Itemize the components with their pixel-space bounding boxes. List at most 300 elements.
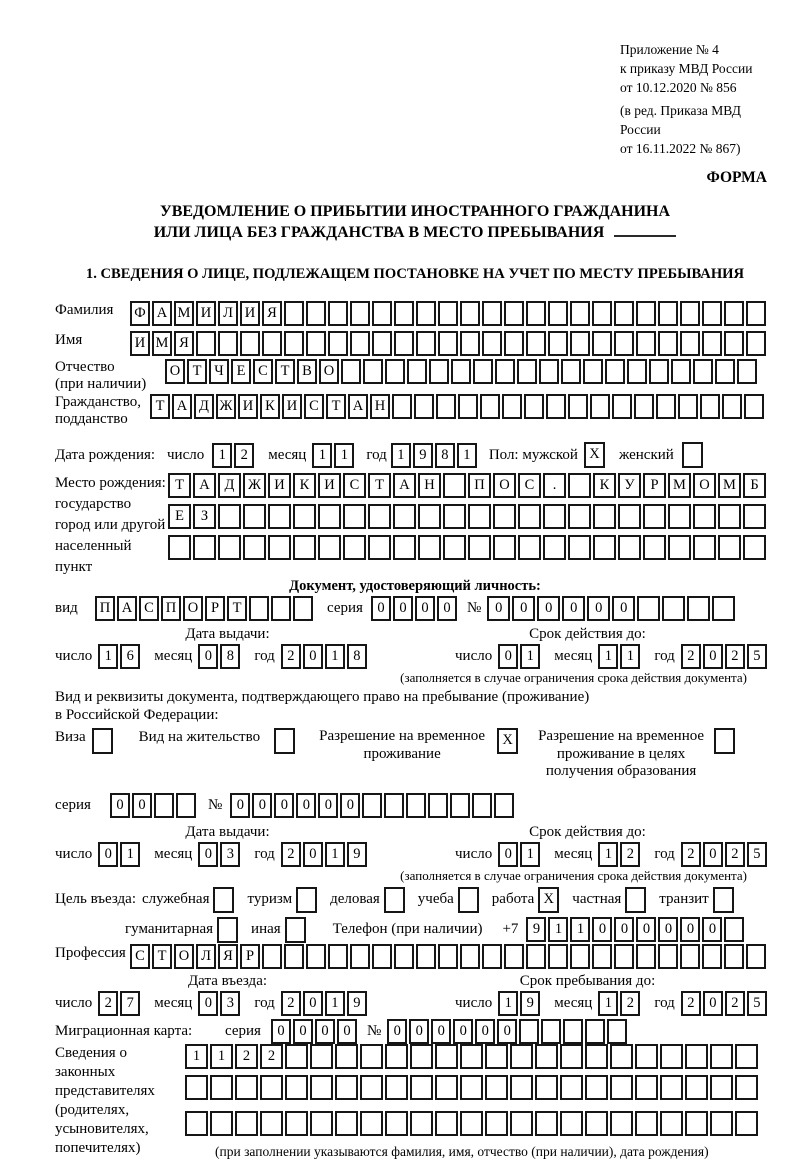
char-cell[interactable]: [510, 1111, 533, 1136]
char-cell[interactable]: [671, 359, 691, 384]
char-cell[interactable]: О: [165, 359, 185, 384]
char-cell[interactable]: [468, 504, 491, 529]
char-cell[interactable]: [735, 1044, 758, 1069]
char-cell[interactable]: X: [497, 728, 518, 754]
char-cell[interactable]: 2: [725, 991, 745, 1016]
char-cell[interactable]: [541, 1019, 561, 1044]
birth-place-row1[interactable]: [168, 473, 768, 498]
char-cell[interactable]: [168, 535, 191, 560]
char-cell[interactable]: Т: [227, 596, 247, 621]
char-cell[interactable]: [443, 535, 466, 560]
char-cell[interactable]: [680, 944, 700, 969]
char-cell[interactable]: [193, 535, 216, 560]
identity-series-cells[interactable]: [371, 596, 459, 621]
char-cell[interactable]: [335, 1044, 358, 1069]
char-cell[interactable]: [341, 359, 361, 384]
char-cell[interactable]: [568, 473, 591, 498]
char-cell[interactable]: [482, 331, 502, 356]
char-cell[interactable]: [350, 944, 370, 969]
char-cell[interactable]: Ж: [216, 394, 236, 419]
char-cell[interactable]: [637, 596, 660, 621]
char-cell[interactable]: 1: [325, 644, 345, 669]
char-cell[interactable]: 0: [497, 1019, 517, 1044]
char-cell[interactable]: [660, 1111, 683, 1136]
residence-issue-year-cells[interactable]: [281, 842, 369, 867]
char-cell[interactable]: [518, 535, 541, 560]
char-cell[interactable]: 1: [520, 842, 540, 867]
char-cell[interactable]: [350, 331, 370, 356]
birth-day-cells[interactable]: [212, 443, 256, 468]
char-cell[interactable]: [460, 1044, 483, 1069]
char-cell[interactable]: 0: [587, 596, 610, 621]
char-cell[interactable]: [712, 596, 735, 621]
visa-checkbox[interactable]: [92, 728, 113, 754]
char-cell[interactable]: [618, 504, 641, 529]
char-cell[interactable]: 0: [230, 793, 250, 818]
char-cell[interactable]: М: [152, 331, 172, 356]
char-cell[interactable]: [392, 394, 412, 419]
char-cell[interactable]: Р: [643, 473, 666, 498]
char-cell[interactable]: 1: [598, 644, 618, 669]
char-cell[interactable]: 0: [387, 1019, 407, 1044]
char-cell[interactable]: [318, 535, 341, 560]
char-cell[interactable]: [724, 331, 744, 356]
char-cell[interactable]: [590, 394, 610, 419]
identity-issue-day-cells[interactable]: [98, 644, 142, 669]
char-cell[interactable]: [249, 596, 269, 621]
char-cell[interactable]: 0: [487, 596, 510, 621]
char-cell[interactable]: [473, 359, 493, 384]
char-cell[interactable]: 0: [252, 793, 272, 818]
char-cell[interactable]: [284, 944, 304, 969]
char-cell[interactable]: [635, 1044, 658, 1069]
char-cell[interactable]: 0: [110, 793, 130, 818]
phone-cells[interactable]: [526, 917, 746, 942]
char-cell[interactable]: 2: [234, 443, 254, 468]
char-cell[interactable]: 2: [681, 644, 701, 669]
char-cell[interactable]: [710, 1111, 733, 1136]
char-cell[interactable]: [384, 887, 405, 913]
char-cell[interactable]: [744, 394, 764, 419]
char-cell[interactable]: [570, 944, 590, 969]
char-cell[interactable]: 0: [337, 1019, 357, 1044]
char-cell[interactable]: [310, 1111, 333, 1136]
char-cell[interactable]: [735, 1111, 758, 1136]
char-cell[interactable]: [285, 1044, 308, 1069]
purpose-humanitarian-checkbox[interactable]: [217, 917, 238, 943]
char-cell[interactable]: [635, 1075, 658, 1100]
char-cell[interactable]: [185, 1111, 208, 1136]
char-cell[interactable]: [428, 793, 448, 818]
migration-number-cells[interactable]: [387, 1019, 629, 1044]
char-cell[interactable]: 3: [220, 991, 240, 1016]
char-cell[interactable]: [612, 394, 632, 419]
char-cell[interactable]: 0: [612, 596, 635, 621]
char-cell[interactable]: 0: [703, 644, 723, 669]
char-cell[interactable]: [363, 359, 383, 384]
char-cell[interactable]: К: [593, 473, 616, 498]
char-cell[interactable]: К: [260, 394, 280, 419]
char-cell[interactable]: [480, 394, 500, 419]
char-cell[interactable]: [154, 793, 174, 818]
char-cell[interactable]: 0: [132, 793, 152, 818]
char-cell[interactable]: [493, 535, 516, 560]
char-cell[interactable]: Т: [187, 359, 207, 384]
char-cell[interactable]: [460, 331, 480, 356]
char-cell[interactable]: [593, 535, 616, 560]
char-cell[interactable]: [610, 1075, 633, 1100]
purpose-tourism-checkbox[interactable]: [296, 887, 317, 913]
char-cell[interactable]: [482, 944, 502, 969]
char-cell[interactable]: [504, 331, 524, 356]
char-cell[interactable]: [218, 504, 241, 529]
char-cell[interactable]: 0: [498, 644, 518, 669]
char-cell[interactable]: [460, 1111, 483, 1136]
char-cell[interactable]: 2: [681, 842, 701, 867]
temp-residence-edu-checkbox[interactable]: [714, 728, 735, 754]
char-cell[interactable]: [548, 331, 568, 356]
char-cell[interactable]: [702, 944, 722, 969]
char-cell[interactable]: [693, 504, 716, 529]
char-cell[interactable]: [680, 331, 700, 356]
char-cell[interactable]: [519, 1019, 539, 1044]
char-cell[interactable]: У: [618, 473, 641, 498]
char-cell[interactable]: [593, 504, 616, 529]
purpose-official-checkbox[interactable]: [213, 887, 234, 913]
surname-cells[interactable]: [130, 301, 768, 326]
char-cell[interactable]: Р: [205, 596, 225, 621]
char-cell[interactable]: [393, 535, 416, 560]
char-cell[interactable]: [393, 504, 416, 529]
char-cell[interactable]: [510, 1044, 533, 1069]
char-cell[interactable]: 0: [303, 644, 323, 669]
char-cell[interactable]: [372, 331, 392, 356]
patronymic-cells[interactable]: [165, 359, 759, 384]
char-cell[interactable]: [335, 1075, 358, 1100]
char-cell[interactable]: 8: [347, 644, 367, 669]
char-cell[interactable]: 0: [340, 793, 360, 818]
char-cell[interactable]: 0: [303, 991, 323, 1016]
char-cell[interactable]: С: [139, 596, 159, 621]
purpose-private-checkbox[interactable]: [625, 887, 646, 913]
char-cell[interactable]: [372, 301, 392, 326]
char-cell[interactable]: [406, 793, 426, 818]
char-cell[interactable]: [262, 331, 282, 356]
char-cell[interactable]: [372, 944, 392, 969]
char-cell[interactable]: [218, 331, 238, 356]
residence-valid-month-cells[interactable]: [598, 842, 642, 867]
char-cell[interactable]: И: [238, 394, 258, 419]
char-cell[interactable]: [614, 944, 634, 969]
char-cell[interactable]: Я: [262, 301, 282, 326]
char-cell[interactable]: [306, 944, 326, 969]
char-cell[interactable]: С: [343, 473, 366, 498]
char-cell[interactable]: О: [319, 359, 339, 384]
char-cell[interactable]: 0: [271, 1019, 291, 1044]
char-cell[interactable]: [546, 394, 566, 419]
char-cell[interactable]: 8: [220, 644, 240, 669]
char-cell[interactable]: [235, 1075, 258, 1100]
char-cell[interactable]: [660, 1075, 683, 1100]
char-cell[interactable]: [510, 1075, 533, 1100]
char-cell[interactable]: [504, 944, 524, 969]
char-cell[interactable]: [722, 394, 742, 419]
char-cell[interactable]: 0: [680, 917, 700, 942]
char-cell[interactable]: [635, 1111, 658, 1136]
sex-female-checkbox[interactable]: [682, 442, 703, 468]
char-cell[interactable]: [724, 917, 744, 942]
char-cell[interactable]: Ф: [130, 301, 150, 326]
char-cell[interactable]: 0: [409, 1019, 429, 1044]
char-cell[interactable]: 2: [281, 842, 301, 867]
char-cell[interactable]: [714, 728, 735, 754]
char-cell[interactable]: [385, 1111, 408, 1136]
char-cell[interactable]: [243, 504, 266, 529]
char-cell[interactable]: Т: [275, 359, 295, 384]
char-cell[interactable]: И: [318, 473, 341, 498]
char-cell[interactable]: [702, 331, 722, 356]
char-cell[interactable]: [414, 394, 434, 419]
char-cell[interactable]: 0: [537, 596, 560, 621]
char-cell[interactable]: [335, 1111, 358, 1136]
char-cell[interactable]: Т: [150, 394, 170, 419]
char-cell[interactable]: [715, 359, 735, 384]
char-cell[interactable]: [410, 1075, 433, 1100]
char-cell[interactable]: 0: [658, 917, 678, 942]
char-cell[interactable]: [271, 596, 291, 621]
char-cell[interactable]: О: [693, 473, 716, 498]
char-cell[interactable]: И: [268, 473, 291, 498]
char-cell[interactable]: 1: [325, 991, 345, 1016]
char-cell[interactable]: 0: [702, 917, 722, 942]
char-cell[interactable]: З: [193, 504, 216, 529]
char-cell[interactable]: [710, 1075, 733, 1100]
char-cell[interactable]: [517, 359, 537, 384]
char-cell[interactable]: Л: [196, 944, 216, 969]
char-cell[interactable]: [443, 473, 466, 498]
char-cell[interactable]: 8: [435, 443, 455, 468]
char-cell[interactable]: 1: [334, 443, 354, 468]
char-cell[interactable]: [693, 535, 716, 560]
char-cell[interactable]: [610, 1044, 633, 1069]
char-cell[interactable]: 0: [274, 793, 294, 818]
char-cell[interactable]: [746, 301, 766, 326]
identity-type-cells[interactable]: [95, 596, 315, 621]
char-cell[interactable]: [293, 596, 313, 621]
char-cell[interactable]: Н: [370, 394, 390, 419]
char-cell[interactable]: [568, 394, 588, 419]
char-cell[interactable]: [385, 1075, 408, 1100]
char-cell[interactable]: [328, 944, 348, 969]
char-cell[interactable]: [438, 301, 458, 326]
char-cell[interactable]: М: [718, 473, 741, 498]
char-cell[interactable]: [563, 1019, 583, 1044]
char-cell[interactable]: 0: [393, 596, 413, 621]
char-cell[interactable]: [658, 331, 678, 356]
char-cell[interactable]: [468, 535, 491, 560]
char-cell[interactable]: [713, 887, 734, 913]
char-cell[interactable]: [328, 331, 348, 356]
char-cell[interactable]: [618, 535, 641, 560]
char-cell[interactable]: [636, 944, 656, 969]
char-cell[interactable]: [360, 1044, 383, 1069]
char-cell[interactable]: [394, 944, 414, 969]
char-cell[interactable]: [210, 1111, 233, 1136]
char-cell[interactable]: [649, 359, 669, 384]
char-cell[interactable]: 0: [293, 1019, 313, 1044]
char-cell[interactable]: [535, 1075, 558, 1100]
char-cell[interactable]: [658, 301, 678, 326]
char-cell[interactable]: [585, 1019, 605, 1044]
given-name-cells[interactable]: [130, 331, 768, 356]
char-cell[interactable]: [460, 944, 480, 969]
char-cell[interactable]: С: [130, 944, 150, 969]
migration-series-cells[interactable]: [271, 1019, 359, 1044]
char-cell[interactable]: П: [161, 596, 181, 621]
char-cell[interactable]: [526, 301, 546, 326]
char-cell[interactable]: П: [468, 473, 491, 498]
char-cell[interactable]: 1: [210, 1044, 233, 1069]
char-cell[interactable]: [438, 331, 458, 356]
char-cell[interactable]: [436, 394, 456, 419]
char-cell[interactable]: Я: [174, 331, 194, 356]
char-cell[interactable]: 0: [437, 596, 457, 621]
char-cell[interactable]: [418, 504, 441, 529]
char-cell[interactable]: Т: [168, 473, 191, 498]
char-cell[interactable]: [568, 504, 591, 529]
char-cell[interactable]: [418, 535, 441, 560]
guardians-row1[interactable]: [185, 1044, 760, 1069]
char-cell[interactable]: 0: [198, 991, 218, 1016]
char-cell[interactable]: 0: [512, 596, 535, 621]
char-cell[interactable]: 5: [747, 991, 767, 1016]
char-cell[interactable]: [702, 301, 722, 326]
char-cell[interactable]: Т: [368, 473, 391, 498]
char-cell[interactable]: [718, 504, 741, 529]
char-cell[interactable]: [548, 301, 568, 326]
char-cell[interactable]: [724, 944, 744, 969]
char-cell[interactable]: 9: [520, 991, 540, 1016]
char-cell[interactable]: [196, 331, 216, 356]
char-cell[interactable]: О: [183, 596, 203, 621]
char-cell[interactable]: [518, 504, 541, 529]
char-cell[interactable]: К: [293, 473, 316, 498]
char-cell[interactable]: [687, 596, 710, 621]
char-cell[interactable]: [368, 504, 391, 529]
char-cell[interactable]: 0: [562, 596, 585, 621]
char-cell[interactable]: 0: [303, 842, 323, 867]
char-cell[interactable]: [570, 301, 590, 326]
char-cell[interactable]: [416, 331, 436, 356]
char-cell[interactable]: А: [193, 473, 216, 498]
char-cell[interactable]: [243, 535, 266, 560]
char-cell[interactable]: [416, 944, 436, 969]
birth-month-cells[interactable]: [312, 443, 356, 468]
purpose-study-checkbox[interactable]: [458, 887, 479, 913]
char-cell[interactable]: [526, 331, 546, 356]
char-cell[interactable]: 0: [636, 917, 656, 942]
char-cell[interactable]: [592, 301, 612, 326]
char-cell[interactable]: Р: [240, 944, 260, 969]
stay-month-cells[interactable]: [598, 991, 642, 1016]
char-cell[interactable]: [285, 1111, 308, 1136]
char-cell[interactable]: [285, 1075, 308, 1100]
char-cell[interactable]: 2: [98, 991, 118, 1016]
char-cell[interactable]: [495, 359, 515, 384]
residence-valid-year-cells[interactable]: [681, 842, 769, 867]
char-cell[interactable]: 3: [220, 842, 240, 867]
char-cell[interactable]: [485, 1111, 508, 1136]
purpose-business-checkbox[interactable]: [384, 887, 405, 913]
char-cell[interactable]: [494, 793, 514, 818]
char-cell[interactable]: А: [117, 596, 137, 621]
char-cell[interactable]: 0: [431, 1019, 451, 1044]
char-cell[interactable]: [570, 331, 590, 356]
char-cell[interactable]: 9: [347, 842, 367, 867]
char-cell[interactable]: [682, 442, 703, 468]
char-cell[interactable]: Т: [326, 394, 346, 419]
char-cell[interactable]: [548, 944, 568, 969]
entry-month-cells[interactable]: [198, 991, 242, 1016]
char-cell[interactable]: С: [253, 359, 273, 384]
char-cell[interactable]: М: [668, 473, 691, 498]
char-cell[interactable]: [293, 504, 316, 529]
char-cell[interactable]: [384, 793, 404, 818]
char-cell[interactable]: 2: [681, 991, 701, 1016]
char-cell[interactable]: [268, 535, 291, 560]
char-cell[interactable]: [438, 944, 458, 969]
char-cell[interactable]: 0: [296, 793, 316, 818]
char-cell[interactable]: [485, 1044, 508, 1069]
char-cell[interactable]: И: [196, 301, 216, 326]
char-cell[interactable]: [296, 887, 317, 913]
char-cell[interactable]: Т: [152, 944, 172, 969]
char-cell[interactable]: [429, 359, 449, 384]
char-cell[interactable]: [407, 359, 427, 384]
char-cell[interactable]: [318, 504, 341, 529]
identity-valid-day-cells[interactable]: [498, 644, 542, 669]
char-cell[interactable]: [592, 331, 612, 356]
residence-permit-checkbox[interactable]: [274, 728, 295, 754]
residence-number-cells[interactable]: [230, 793, 516, 818]
char-cell[interactable]: О: [174, 944, 194, 969]
char-cell[interactable]: [743, 504, 766, 529]
char-cell[interactable]: [385, 1044, 408, 1069]
birth-place-row2[interactable]: [168, 504, 768, 529]
char-cell[interactable]: [643, 504, 666, 529]
char-cell[interactable]: [310, 1044, 333, 1069]
char-cell[interactable]: [460, 301, 480, 326]
purpose-transit-checkbox[interactable]: [713, 887, 734, 913]
char-cell[interactable]: 5: [747, 842, 767, 867]
char-cell[interactable]: И: [282, 394, 302, 419]
char-cell[interactable]: [343, 535, 366, 560]
char-cell[interactable]: [460, 1075, 483, 1100]
char-cell[interactable]: [385, 359, 405, 384]
char-cell[interactable]: [668, 504, 691, 529]
char-cell[interactable]: [360, 1111, 383, 1136]
char-cell[interactable]: [746, 944, 766, 969]
char-cell[interactable]: 2: [725, 842, 745, 867]
char-cell[interactable]: [493, 504, 516, 529]
char-cell[interactable]: 1: [548, 917, 568, 942]
char-cell[interactable]: 0: [453, 1019, 473, 1044]
purpose-other-checkbox[interactable]: [285, 917, 306, 943]
char-cell[interactable]: А: [348, 394, 368, 419]
char-cell[interactable]: [700, 394, 720, 419]
char-cell[interactable]: [634, 394, 654, 419]
char-cell[interactable]: 7: [120, 991, 140, 1016]
